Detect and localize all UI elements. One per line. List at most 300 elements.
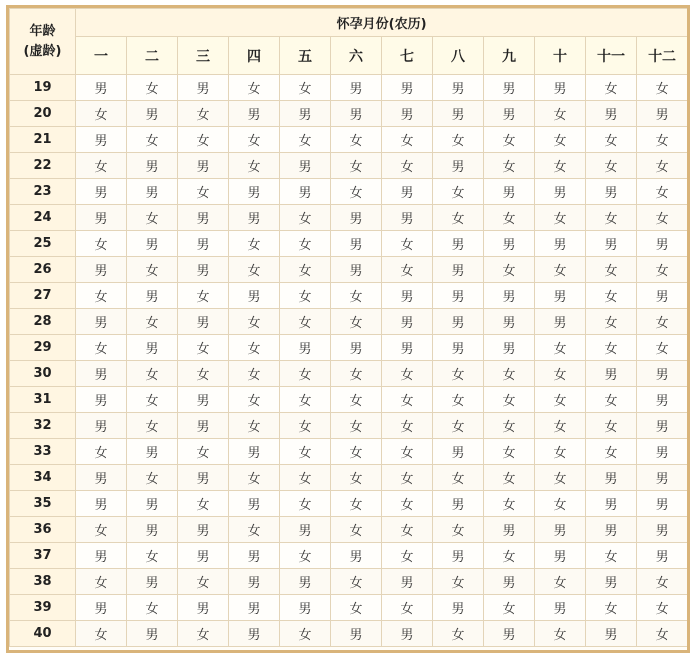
gender-cell: 女 bbox=[229, 153, 280, 179]
gender-cell: 男 bbox=[229, 569, 280, 595]
gender-cell: 女 bbox=[637, 127, 688, 153]
gender-cell: 男 bbox=[433, 153, 484, 179]
gender-cell: 男 bbox=[535, 543, 586, 569]
gender-cell: 男 bbox=[484, 75, 535, 101]
gender-cell: 男 bbox=[280, 335, 331, 361]
gender-cell: 男 bbox=[484, 283, 535, 309]
month-header-cell: 三 bbox=[178, 37, 229, 75]
age-cell: 35 bbox=[10, 491, 76, 517]
gender-cell: 女 bbox=[433, 179, 484, 205]
age-cell: 29 bbox=[10, 335, 76, 361]
gender-cell: 男 bbox=[535, 75, 586, 101]
gender-cell: 女 bbox=[76, 439, 127, 465]
table-row bbox=[10, 387, 688, 413]
gender-cell: 男 bbox=[178, 465, 229, 491]
gender-cell: 女 bbox=[433, 621, 484, 647]
age-cell: 27 bbox=[10, 283, 76, 309]
gender-cell: 女 bbox=[178, 491, 229, 517]
gender-cell: 女 bbox=[76, 569, 127, 595]
age-cell: 23 bbox=[10, 179, 76, 205]
gender-cell: 女 bbox=[280, 387, 331, 413]
gender-cell: 女 bbox=[178, 179, 229, 205]
gender-cell: 男 bbox=[484, 335, 535, 361]
gender-cell: 女 bbox=[229, 361, 280, 387]
gender-cell: 男 bbox=[127, 179, 178, 205]
gender-cell: 女 bbox=[382, 127, 433, 153]
gender-cell: 女 bbox=[535, 569, 586, 595]
gender-cell: 女 bbox=[535, 257, 586, 283]
gender-cell: 男 bbox=[280, 569, 331, 595]
gender-cell: 女 bbox=[586, 153, 637, 179]
gender-cell: 女 bbox=[637, 205, 688, 231]
gender-cell: 男 bbox=[586, 621, 637, 647]
gender-cell: 女 bbox=[637, 179, 688, 205]
gender-cell: 女 bbox=[637, 569, 688, 595]
gender-cell: 女 bbox=[535, 101, 586, 127]
gender-cell: 女 bbox=[229, 517, 280, 543]
gender-cell: 女 bbox=[484, 257, 535, 283]
gender-cell: 女 bbox=[331, 595, 382, 621]
gender-cell: 女 bbox=[280, 361, 331, 387]
gender-cell: 男 bbox=[127, 101, 178, 127]
gender-cell: 男 bbox=[484, 179, 535, 205]
age-header-note: (虚龄) bbox=[23, 43, 62, 59]
table-row bbox=[10, 101, 688, 127]
gender-cell: 女 bbox=[178, 101, 229, 127]
gender-cell: 女 bbox=[280, 257, 331, 283]
gender-cell: 男 bbox=[229, 205, 280, 231]
gender-cell: 男 bbox=[76, 595, 127, 621]
gender-cell: 男 bbox=[331, 621, 382, 647]
gender-cell: 男 bbox=[331, 257, 382, 283]
gender-cell: 男 bbox=[280, 101, 331, 127]
table-row bbox=[10, 595, 688, 621]
table-row bbox=[10, 543, 688, 569]
table-row bbox=[10, 153, 688, 179]
gender-cell: 男 bbox=[382, 205, 433, 231]
gender-cell: 男 bbox=[535, 231, 586, 257]
table-row bbox=[10, 517, 688, 543]
age-cell: 19 bbox=[10, 75, 76, 101]
gender-cell: 女 bbox=[586, 205, 637, 231]
gender-cell: 男 bbox=[76, 179, 127, 205]
month-header-cell: 九 bbox=[484, 37, 535, 75]
gender-cell: 女 bbox=[331, 309, 382, 335]
gender-cell: 女 bbox=[331, 413, 382, 439]
gender-cell: 女 bbox=[535, 127, 586, 153]
gender-cell: 男 bbox=[586, 231, 637, 257]
gender-cell: 男 bbox=[229, 491, 280, 517]
gender-cell: 男 bbox=[127, 439, 178, 465]
gender-cell: 男 bbox=[76, 387, 127, 413]
gender-cell: 女 bbox=[484, 387, 535, 413]
age-cell: 25 bbox=[10, 231, 76, 257]
gender-cell: 女 bbox=[382, 465, 433, 491]
month-header-row bbox=[10, 37, 688, 75]
gender-cell: 女 bbox=[127, 257, 178, 283]
gender-cell: 女 bbox=[382, 595, 433, 621]
gender-cell: 女 bbox=[331, 387, 382, 413]
age-cell: 40 bbox=[10, 621, 76, 647]
gender-cell: 男 bbox=[484, 569, 535, 595]
gender-cell: 女 bbox=[382, 361, 433, 387]
gender-cell: 女 bbox=[178, 621, 229, 647]
gender-cell: 女 bbox=[280, 413, 331, 439]
gender-cell: 女 bbox=[535, 465, 586, 491]
gender-cell: 男 bbox=[76, 75, 127, 101]
gender-cell: 男 bbox=[76, 465, 127, 491]
gender-cell: 女 bbox=[535, 413, 586, 439]
gender-cell: 女 bbox=[280, 621, 331, 647]
gender-cell: 男 bbox=[484, 517, 535, 543]
gender-cell: 女 bbox=[127, 205, 178, 231]
gender-cell: 男 bbox=[178, 413, 229, 439]
gender-cell: 女 bbox=[484, 205, 535, 231]
gender-cell: 女 bbox=[331, 569, 382, 595]
age-header bbox=[10, 9, 76, 75]
gender-cell: 男 bbox=[127, 517, 178, 543]
gender-cell: 女 bbox=[331, 439, 382, 465]
gender-cell: 男 bbox=[229, 543, 280, 569]
gender-cell: 男 bbox=[229, 179, 280, 205]
gender-cell: 男 bbox=[76, 543, 127, 569]
age-cell: 39 bbox=[10, 595, 76, 621]
gender-cell: 男 bbox=[178, 309, 229, 335]
month-header-cell: 七 bbox=[382, 37, 433, 75]
table-row bbox=[10, 205, 688, 231]
gender-cell: 女 bbox=[229, 231, 280, 257]
gender-cell: 男 bbox=[586, 101, 637, 127]
gender-cell: 男 bbox=[586, 361, 637, 387]
gender-cell: 女 bbox=[127, 413, 178, 439]
age-cell: 32 bbox=[10, 413, 76, 439]
age-cell: 33 bbox=[10, 439, 76, 465]
gender-cell: 女 bbox=[229, 335, 280, 361]
gender-cell: 女 bbox=[331, 179, 382, 205]
gender-cell: 女 bbox=[280, 439, 331, 465]
age-cell: 28 bbox=[10, 309, 76, 335]
gender-cell: 男 bbox=[637, 517, 688, 543]
gender-prediction-table bbox=[9, 8, 688, 647]
age-cell: 21 bbox=[10, 127, 76, 153]
gender-cell: 女 bbox=[382, 387, 433, 413]
gender-cell: 男 bbox=[637, 231, 688, 257]
gender-cell: 男 bbox=[382, 283, 433, 309]
gender-cell: 女 bbox=[586, 595, 637, 621]
gender-cell: 男 bbox=[433, 231, 484, 257]
gender-cell: 女 bbox=[280, 75, 331, 101]
gender-cell: 女 bbox=[331, 491, 382, 517]
gender-cell: 女 bbox=[229, 257, 280, 283]
gender-cell: 女 bbox=[535, 205, 586, 231]
gender-cell: 男 bbox=[637, 101, 688, 127]
gender-cell: 女 bbox=[229, 127, 280, 153]
gender-cell: 男 bbox=[484, 309, 535, 335]
age-cell: 30 bbox=[10, 361, 76, 387]
gender-cell: 女 bbox=[535, 491, 586, 517]
gender-cell: 男 bbox=[535, 283, 586, 309]
gender-cell: 女 bbox=[586, 335, 637, 361]
gender-cell: 女 bbox=[229, 413, 280, 439]
table-row bbox=[10, 283, 688, 309]
gender-cell: 女 bbox=[127, 361, 178, 387]
gender-cell: 男 bbox=[586, 569, 637, 595]
gender-cell: 女 bbox=[586, 543, 637, 569]
gender-cell: 男 bbox=[586, 465, 637, 491]
gender-cell: 女 bbox=[76, 621, 127, 647]
gender-cell: 女 bbox=[382, 231, 433, 257]
gender-cell: 男 bbox=[433, 283, 484, 309]
table-row bbox=[10, 257, 688, 283]
gender-cell: 女 bbox=[433, 387, 484, 413]
gender-cell: 女 bbox=[586, 309, 637, 335]
gender-cell: 女 bbox=[280, 309, 331, 335]
gender-cell: 男 bbox=[331, 205, 382, 231]
gender-cell: 女 bbox=[484, 543, 535, 569]
gender-cell: 男 bbox=[433, 491, 484, 517]
gender-cell: 女 bbox=[535, 361, 586, 387]
gender-cell: 女 bbox=[331, 127, 382, 153]
age-cell: 38 bbox=[10, 569, 76, 595]
table-row bbox=[10, 75, 688, 101]
gender-cell: 女 bbox=[280, 283, 331, 309]
gender-cell: 女 bbox=[127, 127, 178, 153]
gender-cell: 女 bbox=[382, 413, 433, 439]
gender-cell: 男 bbox=[535, 179, 586, 205]
gender-cell: 男 bbox=[127, 153, 178, 179]
gender-cell: 男 bbox=[76, 257, 127, 283]
gender-cell: 男 bbox=[127, 231, 178, 257]
gender-cell: 女 bbox=[484, 361, 535, 387]
gender-cell: 男 bbox=[433, 543, 484, 569]
gender-cell: 男 bbox=[637, 465, 688, 491]
gender-cell: 女 bbox=[280, 491, 331, 517]
gender-cell: 男 bbox=[178, 543, 229, 569]
gender-cell: 女 bbox=[433, 361, 484, 387]
gender-cell: 女 bbox=[76, 335, 127, 361]
gender-cell: 女 bbox=[382, 153, 433, 179]
month-header-cell: 八 bbox=[433, 37, 484, 75]
gender-cell: 男 bbox=[178, 257, 229, 283]
gender-cell: 男 bbox=[127, 335, 178, 361]
gender-cell: 女 bbox=[76, 517, 127, 543]
age-cell: 37 bbox=[10, 543, 76, 569]
gender-cell: 男 bbox=[433, 75, 484, 101]
gender-cell: 女 bbox=[535, 621, 586, 647]
gender-cell: 女 bbox=[280, 205, 331, 231]
gender-cell: 女 bbox=[586, 257, 637, 283]
gender-cell: 女 bbox=[127, 387, 178, 413]
gender-cell: 女 bbox=[637, 309, 688, 335]
gender-cell: 男 bbox=[229, 595, 280, 621]
age-cell: 26 bbox=[10, 257, 76, 283]
age-header-label: 年龄 bbox=[29, 23, 56, 39]
gender-cell: 女 bbox=[331, 283, 382, 309]
gender-cell: 男 bbox=[433, 335, 484, 361]
table-row bbox=[10, 621, 688, 647]
gender-cell: 男 bbox=[484, 101, 535, 127]
gender-cell: 女 bbox=[433, 465, 484, 491]
table-row bbox=[10, 231, 688, 257]
age-cell: 31 bbox=[10, 387, 76, 413]
gender-cell: 男 bbox=[178, 75, 229, 101]
table-row bbox=[10, 179, 688, 205]
gender-cell: 女 bbox=[535, 387, 586, 413]
gender-cell: 女 bbox=[280, 465, 331, 491]
gender-cell: 男 bbox=[76, 127, 127, 153]
gender-cell: 女 bbox=[178, 335, 229, 361]
gender-cell: 男 bbox=[331, 75, 382, 101]
gender-cell: 男 bbox=[229, 621, 280, 647]
gender-cell: 男 bbox=[586, 179, 637, 205]
table-row bbox=[10, 465, 688, 491]
table-row bbox=[10, 491, 688, 517]
gender-cell: 女 bbox=[484, 127, 535, 153]
gender-cell: 女 bbox=[229, 387, 280, 413]
gender-cell: 女 bbox=[178, 569, 229, 595]
gender-cell: 女 bbox=[178, 361, 229, 387]
gender-cell: 女 bbox=[382, 439, 433, 465]
gender-cell: 男 bbox=[433, 309, 484, 335]
gender-cell: 男 bbox=[382, 309, 433, 335]
gender-cell: 女 bbox=[484, 491, 535, 517]
gender-cell: 男 bbox=[178, 595, 229, 621]
gender-cell: 男 bbox=[280, 179, 331, 205]
gender-cell: 男 bbox=[178, 153, 229, 179]
gender-cell: 男 bbox=[382, 335, 433, 361]
gender-cell: 女 bbox=[535, 335, 586, 361]
gender-cell: 男 bbox=[280, 153, 331, 179]
gender-cell: 男 bbox=[382, 569, 433, 595]
gender-cell: 女 bbox=[484, 465, 535, 491]
gender-cell: 男 bbox=[331, 335, 382, 361]
gender-cell: 女 bbox=[382, 491, 433, 517]
gender-cell: 女 bbox=[637, 595, 688, 621]
month-header-cell: 一 bbox=[76, 37, 127, 75]
gender-cell: 男 bbox=[382, 101, 433, 127]
gender-cell: 女 bbox=[586, 283, 637, 309]
month-header-cell: 十 bbox=[535, 37, 586, 75]
gender-cell: 女 bbox=[127, 465, 178, 491]
gender-cell: 男 bbox=[127, 569, 178, 595]
gender-cell: 女 bbox=[433, 413, 484, 439]
gender-cell: 女 bbox=[535, 153, 586, 179]
gender-cell: 男 bbox=[535, 309, 586, 335]
gender-cell: 女 bbox=[229, 75, 280, 101]
table-row bbox=[10, 569, 688, 595]
gender-cell: 男 bbox=[586, 517, 637, 543]
gender-cell: 男 bbox=[76, 413, 127, 439]
gender-cell: 男 bbox=[637, 491, 688, 517]
gender-cell: 女 bbox=[484, 153, 535, 179]
gender-cell: 男 bbox=[280, 595, 331, 621]
gender-cell: 男 bbox=[586, 491, 637, 517]
gender-cell: 女 bbox=[229, 309, 280, 335]
gender-cell: 男 bbox=[178, 387, 229, 413]
gender-cell: 男 bbox=[127, 491, 178, 517]
gender-cell: 男 bbox=[229, 439, 280, 465]
table-row bbox=[10, 413, 688, 439]
gender-cell: 女 bbox=[178, 127, 229, 153]
gender-cell: 女 bbox=[484, 413, 535, 439]
gender-cell: 女 bbox=[76, 153, 127, 179]
month-header-cell: 五 bbox=[280, 37, 331, 75]
gender-cell: 女 bbox=[637, 75, 688, 101]
gender-cell: 男 bbox=[127, 283, 178, 309]
gender-cell: 男 bbox=[637, 387, 688, 413]
gender-cell: 女 bbox=[127, 309, 178, 335]
gender-cell: 女 bbox=[637, 621, 688, 647]
month-header-cell: 四 bbox=[229, 37, 280, 75]
gender-cell: 男 bbox=[484, 231, 535, 257]
gender-cell: 女 bbox=[484, 595, 535, 621]
gender-cell: 女 bbox=[178, 283, 229, 309]
gender-cell: 女 bbox=[382, 543, 433, 569]
gender-cell: 男 bbox=[433, 257, 484, 283]
month-header-cell: 十一 bbox=[586, 37, 637, 75]
gender-cell: 男 bbox=[637, 543, 688, 569]
gender-cell: 女 bbox=[586, 127, 637, 153]
gender-cell: 男 bbox=[178, 231, 229, 257]
gender-cell: 女 bbox=[127, 543, 178, 569]
gender-cell: 女 bbox=[331, 361, 382, 387]
gender-cell: 女 bbox=[127, 75, 178, 101]
gender-cell: 女 bbox=[76, 231, 127, 257]
gender-cell: 女 bbox=[76, 283, 127, 309]
gender-cell: 女 bbox=[331, 153, 382, 179]
gender-cell: 女 bbox=[535, 439, 586, 465]
gender-cell: 女 bbox=[586, 387, 637, 413]
gender-cell: 男 bbox=[637, 361, 688, 387]
gender-cell: 女 bbox=[586, 75, 637, 101]
gender-cell: 女 bbox=[229, 465, 280, 491]
gender-cell: 男 bbox=[127, 621, 178, 647]
gender-cell: 男 bbox=[637, 413, 688, 439]
gender-cell: 男 bbox=[433, 595, 484, 621]
gender-cell: 男 bbox=[76, 309, 127, 335]
gender-cell: 男 bbox=[229, 283, 280, 309]
gender-cell: 女 bbox=[637, 153, 688, 179]
gender-cell: 女 bbox=[76, 101, 127, 127]
gender-cell: 女 bbox=[433, 569, 484, 595]
table-body bbox=[10, 75, 688, 647]
month-header-cell: 六 bbox=[331, 37, 382, 75]
gender-cell: 男 bbox=[76, 491, 127, 517]
table-row bbox=[10, 309, 688, 335]
gender-cell: 男 bbox=[178, 517, 229, 543]
gender-cell: 女 bbox=[382, 257, 433, 283]
table-row bbox=[10, 439, 688, 465]
table-row bbox=[10, 127, 688, 153]
gender-cell: 女 bbox=[637, 335, 688, 361]
month-header-cell: 二 bbox=[127, 37, 178, 75]
gender-cell: 女 bbox=[433, 205, 484, 231]
gender-cell: 女 bbox=[331, 517, 382, 543]
gender-cell: 女 bbox=[586, 413, 637, 439]
gender-cell: 女 bbox=[280, 543, 331, 569]
gender-cell: 女 bbox=[280, 231, 331, 257]
gender-cell: 男 bbox=[229, 101, 280, 127]
gender-cell: 男 bbox=[382, 75, 433, 101]
gender-cell: 女 bbox=[484, 439, 535, 465]
age-cell: 20 bbox=[10, 101, 76, 127]
gender-cell: 男 bbox=[637, 283, 688, 309]
month-header-cell: 十二 bbox=[637, 37, 688, 75]
gender-cell: 男 bbox=[382, 179, 433, 205]
gender-cell: 女 bbox=[331, 465, 382, 491]
gender-cell: 男 bbox=[535, 517, 586, 543]
gender-cell: 男 bbox=[535, 595, 586, 621]
